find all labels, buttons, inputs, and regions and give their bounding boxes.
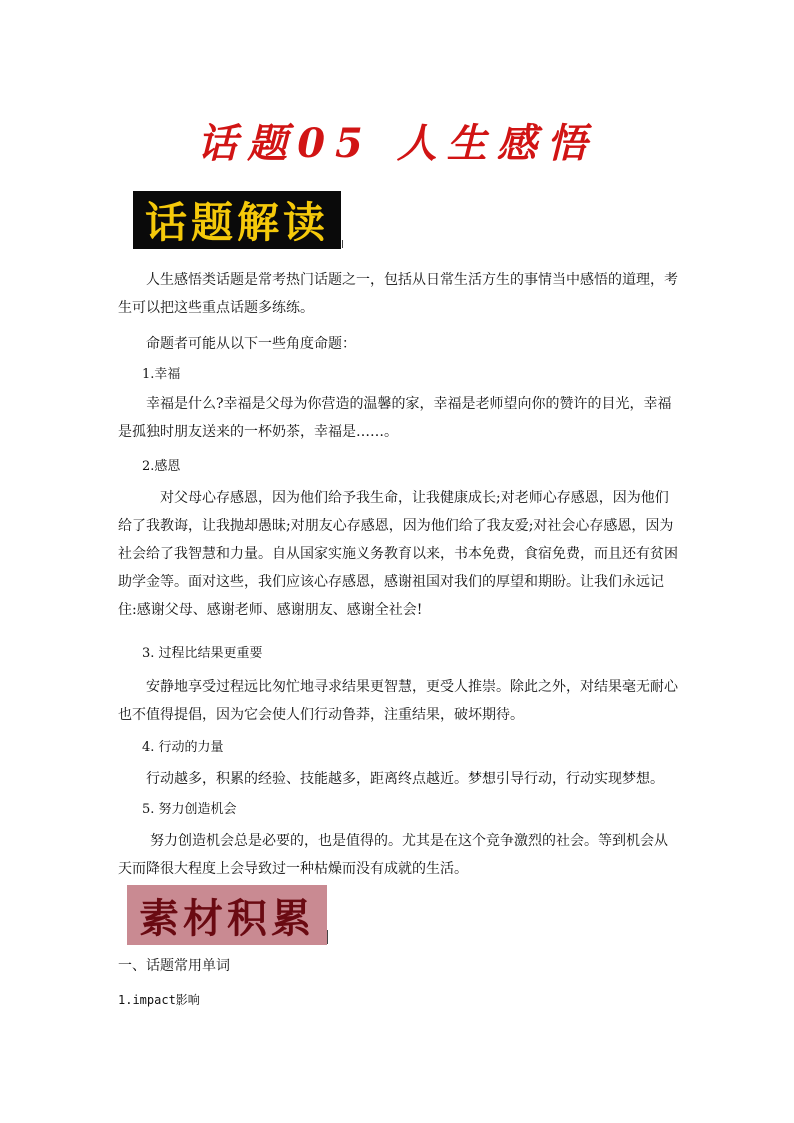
cursor-mark-2: [327, 930, 328, 944]
intro-paragraph: 人生感悟类话题是常考热门话题之一，包括从日常生活方生的事情当中感悟的道理，考生可以把这些重点话题多练练。: [118, 272, 678, 316]
vocab-item: 1.impact影响: [118, 993, 200, 1007]
section-heading-2: 2.感恩: [142, 459, 181, 474]
section-text-2: 对父母心存感恩，因为他们给予我生命，让我健康成长;对老师心存感恩，因为他们给了我教诲，让我抛却愚昧;对朋友心存感恩，因为他们给了我友爱;对社会心存感恩，因为社会给了我智慧和力量。自从国家实施义务教育以来，书本免费，食宿免费，而且还有贫困助学金等。面对这些，我们应该心存感恩，感谢祖国对我们的厚望和期盼。让我们永远记住:感谢父母、感谢老师、感谢朋友、感谢全社会!: [118, 490, 678, 618]
section-text-1: 幸福是什么?幸福是父母为你营造的温馨的家，幸福是老师望向你的赞许的目光，幸福是孤独时朋友送来的一杯奶茶，幸福是……。: [118, 396, 672, 440]
banner-topic-interpretation: 话题解读: [133, 191, 341, 249]
section-heading-3: 3. 过程比结果更重要: [142, 646, 263, 661]
page-title: 话题05 人生感悟: [197, 120, 597, 167]
section-heading-1: 1.幸福: [142, 367, 181, 382]
section-heading-4: 4. 行动的力量: [142, 740, 224, 755]
vocab-heading: 一、话题常用单词: [118, 958, 230, 974]
banner-material-accumulation: 素材积累: [127, 885, 327, 945]
angles-intro: 命题者可能从以下一些角度命题：: [146, 336, 356, 352]
section-text-4: 行动越多，积累的经验、技能越多，距离终点越近。梦想引导行动，行动实现梦想。: [146, 771, 664, 787]
section-text-3: 安静地享受过程远比匆忙地寻求结果更智慧，更受人推崇。除此之外，对结果毫无耐心也不值得提倡，因为它会使人们行动鲁莽，注重结果，破坏期待。: [118, 679, 678, 723]
cursor-mark: [342, 240, 343, 248]
section-heading-5: 5. 努力创造机会: [142, 802, 237, 817]
section-text-5: 努力创造机会总是必要的，也是值得的。尤其是在这个竞争激烈的社会。等到机会从天而降很大程度上会导致过一种枯燥而没有成就的生活。: [118, 833, 668, 877]
